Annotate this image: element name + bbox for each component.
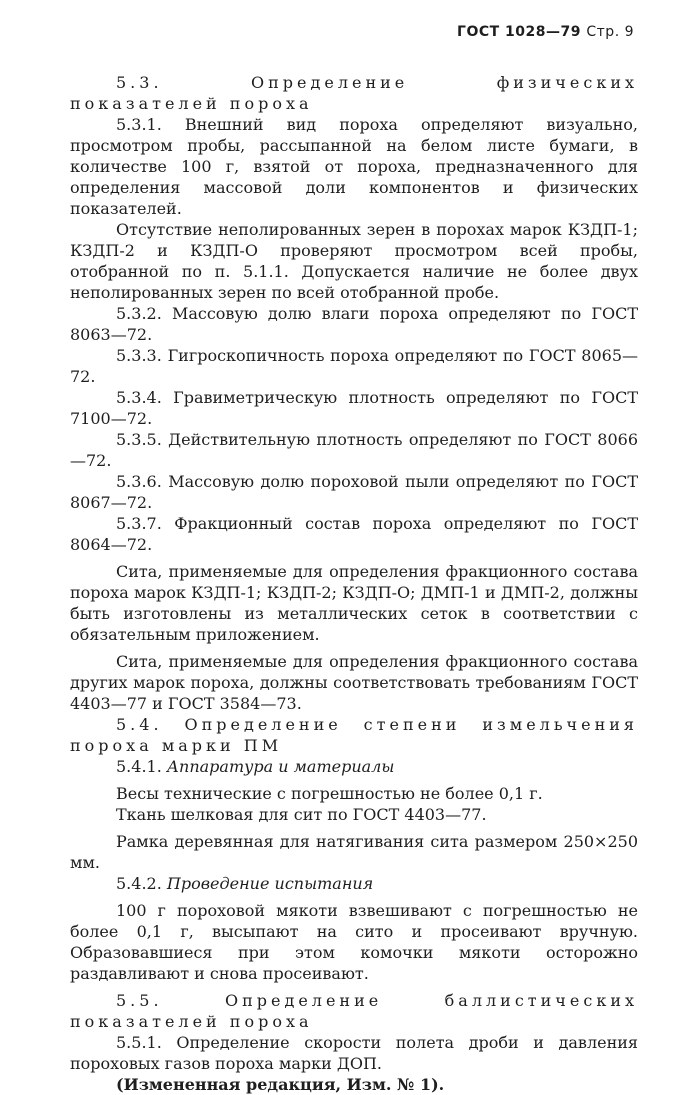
section-heading-5-4: 5.4. Определение степени измельчения пороха марки ПМ	[70, 715, 638, 755]
clause-5-3-2: 5.3.2. Массовую долю влаги пороха определяют по ГОСТ 8063—72.	[70, 304, 638, 344]
item-wooden-frame: Рамка деревянная для натягивания сита размером 250×250 мм.	[70, 832, 638, 872]
item-scales: Весы технические с погрешностью не более 0,1 г.	[116, 784, 543, 803]
gost-number: ГОСТ 1028—79	[457, 24, 581, 40]
clause-5-4-2-number: 5.4.2.	[116, 874, 162, 893]
clause-5-3-5: 5.3.5. Действительную плотность определяют по ГОСТ 8066—72.	[70, 430, 638, 470]
clause-5-5-1: 5.5.1. Определение скорости полета дроби и давления пороховых газов пороха марки ДОП.	[70, 1033, 638, 1073]
clause-5-3-7: 5.3.7. Фракционный состав пороха определяют по ГОСТ 8064—72.	[70, 514, 638, 554]
page-header	[457, 24, 634, 40]
section-heading-5-5: 5.5. Определение баллистических показателей пороха	[70, 991, 638, 1031]
clause-5-3-4: 5.3.4. Гравиметрическую плотность определяют по ГОСТ 7100—72.	[70, 388, 638, 428]
section-heading-5-3: 5.3. Определение физических показателей пороха	[70, 73, 638, 113]
clause-5-3-3: 5.3.3. Гигроскопичность пороха определяют по ГОСТ 8065—72.	[70, 346, 638, 386]
clause-5-4-1-title: Аппаратура и материалы	[166, 757, 395, 776]
clause-5-4-1	[70, 756, 638, 777]
clause-5-3-6: 5.3.6. Массовую долю пороховой пыли определяют по ГОСТ 8067—72.	[70, 472, 638, 512]
paragraph-sieves-other: Сита, применяемые для определения фракционного состава других марок пороха, должны соответствовать требованиям ГОСТ 4403—77 и ГОСТ 3584—73.	[70, 652, 638, 713]
clause-5-4-2	[70, 873, 638, 894]
clause-5-4-1-number: 5.4.1.	[116, 757, 162, 776]
paragraph-test-procedure: 100 г пороховой мякоти взвешивают с погрешностью не более 0,1 г, высыпают на сито и просеивают вручную. Образовавшиеся при этом комочки мякоти осторожно раздавливают и снова просеивают.	[70, 901, 638, 983]
item-silk-cloth: Ткань шелковая для сит по ГОСТ 4403—77.	[116, 805, 487, 824]
clause-5-3-1: 5.3.1. Внешний вид пороха определяют визуально, просмотром пробы, рассыпанной на белом листе бумаги, в количестве 100 г, взятой от пороха, предназначенного для определения массовой доли компонентов и физических показателей.	[70, 115, 638, 218]
paragraph-unpolished-grains: Отсутствие неполированных зерен в порохах марок КЗДП-1; КЗДП-2 и КЗДП-О проверяют просмотром всей пробы, отобранной по п. 5.1.1. Допускается наличие не более двух неполированных зерен по всей отобранной пробе.	[70, 220, 638, 302]
document-body	[70, 72, 638, 1095]
paragraph-sieves-kzdp: Сита, применяемые для определения фракционного состава пороха марок КЗДП-1; КЗДП-2; КЗДП-О; ДМП-1 и ДМП-2, должны быть изготовлены из металлических сеток в соответствии с обязательным приложением.	[70, 562, 638, 644]
amendment-note: (Измененная редакция, Изм. № 1).	[116, 1075, 445, 1094]
page-number: Стр. 9	[586, 24, 634, 40]
clause-5-4-2-title: Проведение испытания	[166, 874, 374, 893]
